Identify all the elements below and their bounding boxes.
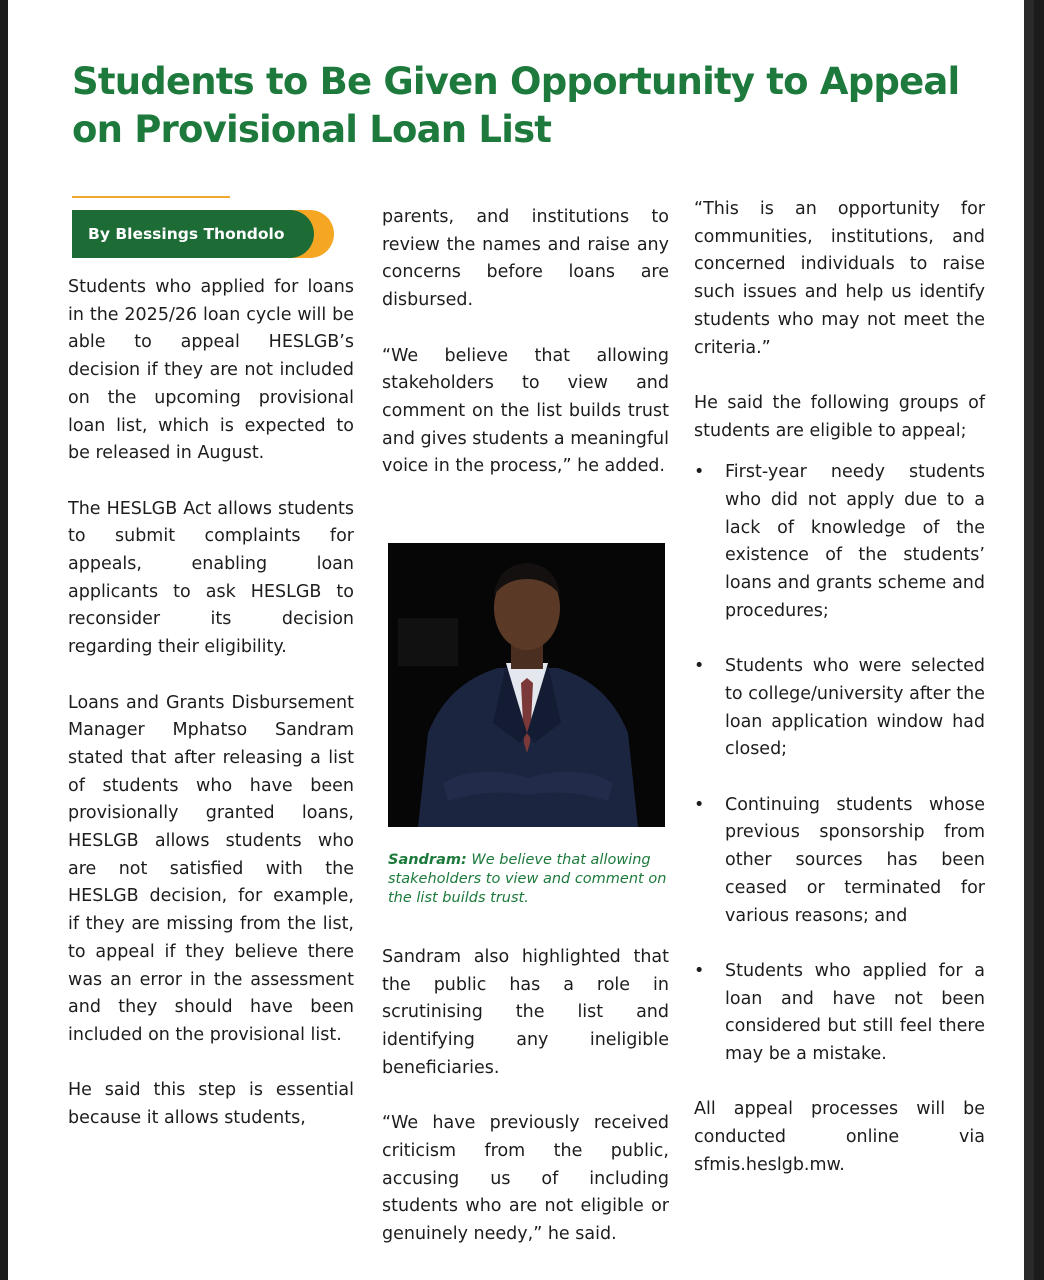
bullet-icon: • [694,462,705,483]
paragraph: The HESLGB Act allows students to submit complaints for appeals, enabling loan applicants to ask HESLGB to reconsider its decision regarding their eligibility. [68,498,354,658]
eligibility-list [694,459,985,1068]
paragraph: “We believe that allowing stakeholders to view and comment on the list builds trust and gives students a meaningful voice in the process,” he added. [382,345,669,477]
list-item [694,653,985,764]
list-item [694,958,985,1069]
paragraph: Loans and Grants Disbursement Manager Mphatso Sandram stated that after releasing a list of students who have been provisionally granted loans, HESLGB allows students who are not satisfied with the HESLGB decision, for example, if they are missing from the list, to appeal if they believe there was an error in the assessment and they should have been included on the provisional list. [68,692,354,1045]
portrait-photo [388,543,665,827]
bullet-icon: • [694,960,705,981]
photo-caption [388,851,678,908]
caption-text: We believe that allowing stakeholders to view and comment on the list builds trust. [388,852,667,906]
list-item-text: First-year needy students who did not apply due to a lack of knowledge of the existence of the students’ loans and grants scheme and procedures; [725,462,985,621]
list-item-text: Students who applied for a loan and have not been considered but still feel there may be a mistake. [725,960,985,1065]
list-item-text: Continuing students whose previous sponsorship from other sources has been ceased or terminated for various reasons; and [725,794,985,926]
article-title: Students to Be Given Opportunity to Appeal on Provisional Loan List [72,60,960,151]
column-3 [694,196,985,1207]
column-2-top [382,204,669,509]
bullet-icon: • [694,656,705,677]
column-2-bottom [382,944,669,1276]
paragraph: Sandram also highlighted that the public has a role in scrutinising the list and identifying any ineligible beneficiaries. [382,947,669,1078]
caption-name: Sandram: [388,852,467,868]
list-item [694,459,985,625]
paragraph: “This is an opportunity for communities, institutions, and concerned individuals to raise such issues and help us identify students who may not meet the criteria.” [694,199,985,358]
column-1 [68,274,354,1160]
portrait-illustration [388,543,665,827]
paragraph: He said the following groups of students are eligible to appeal; [694,392,985,441]
byline-banner [72,210,334,258]
paragraph: All appeal processes will be conducted online via sfmis.heslgb.mw. [694,1099,985,1175]
paragraph: “We have previously received criticism from the public, accusing us of including students who are not eligible or genuinely needy,” he said. [382,1113,669,1245]
article-page [8,0,1034,1280]
paragraph: parents, and institutions to review the names and raise any concerns before loans are disbursed. [382,207,669,311]
paragraph: Students who applied for loans in the 2025/26 loan cycle will be able to appeal HESLGB’s decision if they are not included on the upcoming provisional loan list, which is expected to be released in August. [68,277,354,464]
byline: By Blessings Thondolo [72,210,314,258]
page-edge [1024,0,1034,1280]
paragraph: He said this step is essential because it allows students, [68,1080,354,1129]
bullet-icon: • [694,794,705,815]
list-item [694,792,985,931]
title-divider [72,196,230,198]
list-item-text: Students who were selected to college/university after the loan application window had closed; [725,656,985,760]
